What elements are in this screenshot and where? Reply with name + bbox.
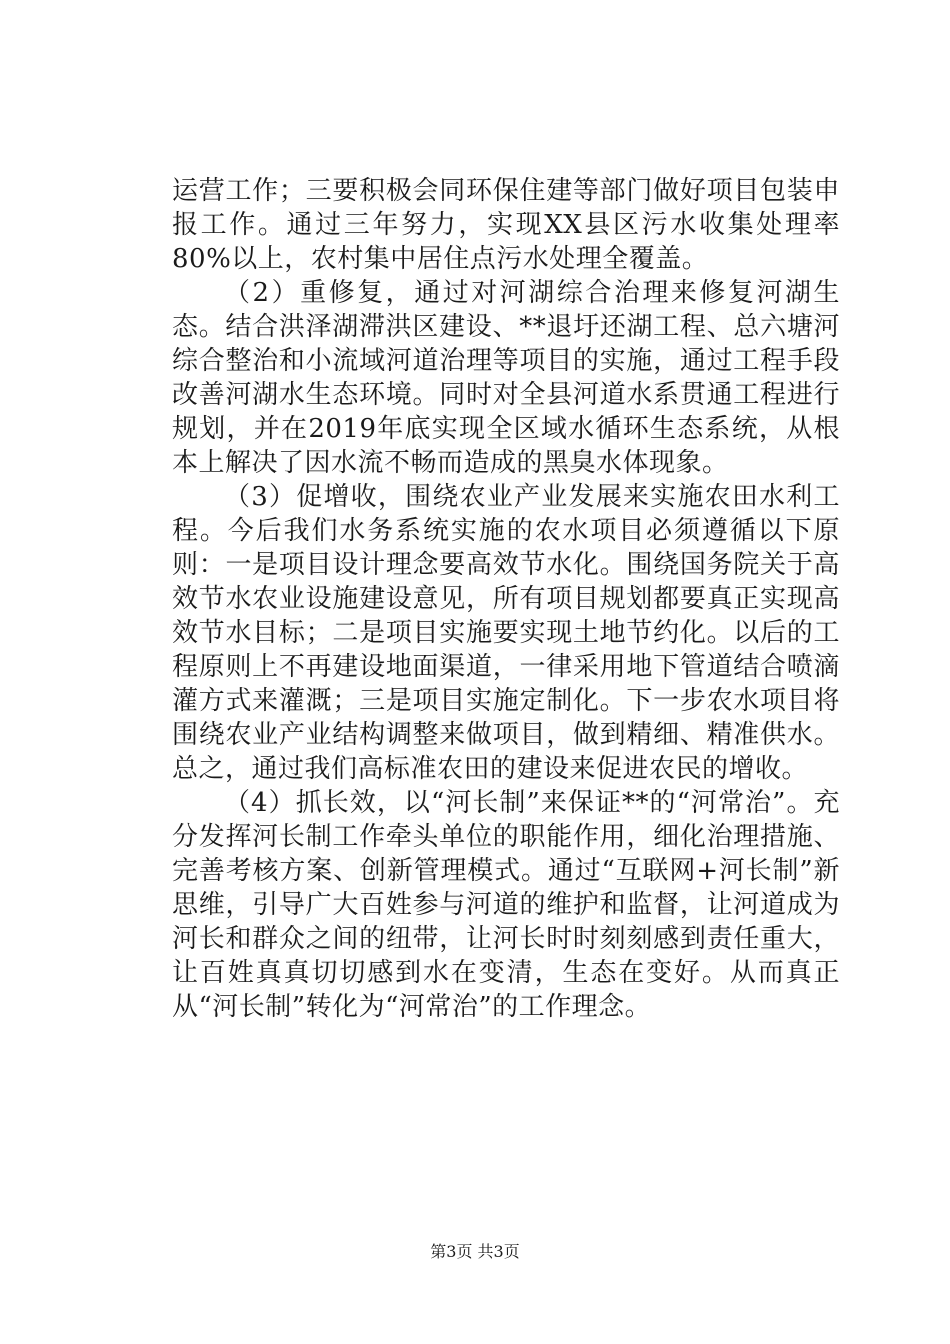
paragraph-item-2: （2）重修复，通过对河湖综合治理来修复河湖生态。结合洪泽湖滞洪区建设、**退圩还湖工程、总六塘河综合整治和小流域河道治理等项目的实施，通过工程手段改善河湖水生态环境。同时对全县河道水系贯通工程进行规划，并在2019年底实现全区域水循环生态系统，从根本上解决了因水流不畅而造成的黑臭水体现象。	[172, 278, 840, 478]
paragraph-item-3: （3）促增收，围绕农业产业发展来实施农田水利工程。今后我们水务系统实施的农水项目必须遵循以下原则：一是项目设计理念要高效节水化。围绕国务院关于高效节水农业设施建设意见，所有项目规划都要真正实现高效节水目标；二是项目实施要实现土地节约化。以后的工程原则上不再建设地面渠道，一律采用地下管道结合喷滴灌方式来灌溉；三是项目实施定制化。下一步农水项目将围绕农业产业结构调整来做项目，做到精细、精准供水。总之，通过我们高标准农田的建设来促进农民的增收。	[172, 482, 840, 784]
document-body	[172, 174, 840, 1024]
page-footer: 第3页 共3页	[430, 1242, 520, 1261]
paragraph-continuation: 运营工作；三要积极会同环保住建等部门做好项目包装申报工作。通过三年努力，实现XX县区污水收集处理率80%以上，农村集中居住点污水处理全覆盖。	[172, 176, 840, 274]
paragraph-item-4: （4）抓长效，以“河长制”来保证**的“河常治”。充分发挥河长制工作牵头单位的职能作用，细化治理措施、完善考核方案、创新管理模式。通过“互联网+河长制”新思维，引导广大百姓参与河道的维护和监督，让河道成为河长和群众之间的纽带，让河长时时刻刻感到责任重大，让百姓真真切切感到水在变清，生态在变好。从而真正从“河长制”转化为“河常治”的工作理念。	[172, 788, 840, 1022]
